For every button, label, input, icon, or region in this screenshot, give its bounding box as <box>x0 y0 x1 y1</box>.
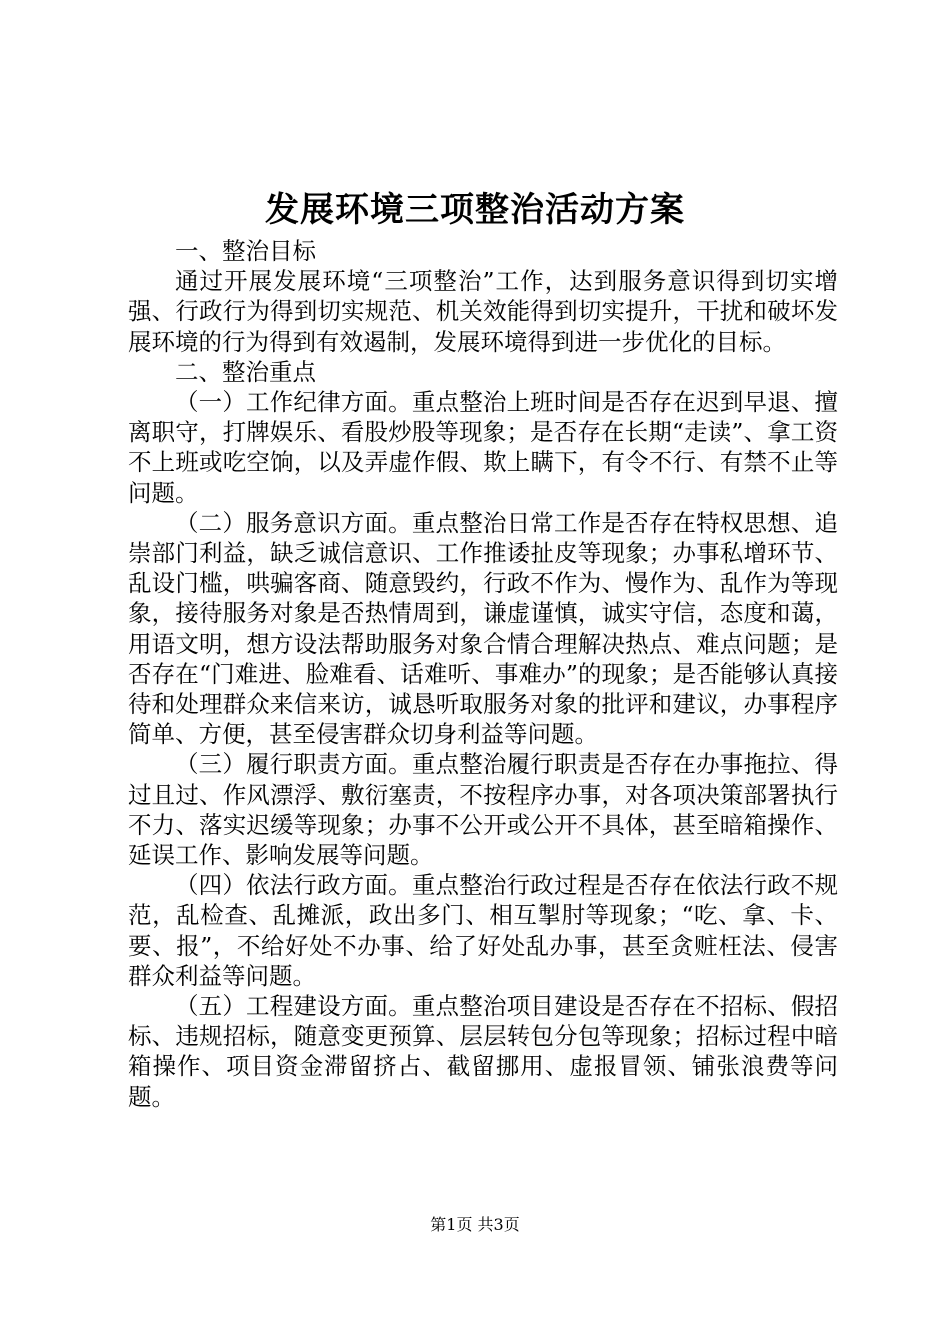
paragraph-goals: 通过开展发展环境“三项整治”工作，达到服务意识得到切实增强、行政行为得到切实规范、机关效能得到切实提升，干扰和破坏发展环境的行为得到有效遏制，发展环境得到进一步优化的目标。 <box>128 267 838 356</box>
paragraph-duty-performance: （三）履行职责方面。重点整治履行职责是否存在办事拖拉、得过且过、作风漂浮、敷衍塞责，不按程序办事，对各项决策部署执行不力、落实迟缓等现象；办事不公开或公开不具体，甚至暗箱操作、延误工作、影响发展等问题。 <box>128 750 838 870</box>
page-number-footer: 第1页 共3页 <box>430 1215 520 1234</box>
paragraph-engineering-construction: （五）工程建设方面。重点整治项目建设是否存在不招标、假招标、违规招标，随意变更预算、层层转包分包等现象；招标过程中暗箱操作、项目资金滞留挤占、截留挪用、虚报冒领、铺张浪费等问题。 <box>128 992 838 1111</box>
document-body <box>128 236 838 1112</box>
document-title: 发展环境三项整治活动方案 <box>265 190 685 230</box>
paragraph-work-discipline: （一）工作纪律方面。重点整治上班时间是否存在迟到早退、擅离职守，打牌娱乐、看股炒股等现象；是否存在长期“走读”、拿工资不上班或吃空饷，以及弄虚作假、欺上瞒下，有令不行、有禁不止等问题。 <box>128 388 838 507</box>
section-heading-focus: 二、整治重点 <box>175 357 316 386</box>
section-heading-goals: 一、整治目标 <box>175 237 316 265</box>
paragraph-service-awareness: （二）服务意识方面。重点整治日常工作是否存在特权思想、追崇部门利益，缺乏诚信意识、工作推诿扯皮等现象；办事私增环节、乱设门槛，哄骗客商、随意毁约，行政不作为、慢作为、乱作为等现象，接待服务对象是否热情周到，谦虚谨慎，诚实守信，态度和蔼，用语文明，想方设法帮助服务对象合情合理解决热点、难点问题；是否存在“门难进、脸难看、话难听、事难办”的现象；是否能够认真接待和处理群众来信来访，诚恳听取服务对象的批评和建议，办事程序简单、方便，甚至侵害群众切身利益等问题。 <box>128 508 838 749</box>
paragraph-lawful-administration: （四）依法行政方面。重点整治行政过程是否存在依法行政不规范，乱检查、乱摊派，政出多门、相互掣肘等现象；“吃、拿、卡、要、报”，不给好处不办事、给了好处乱办事，甚至贪赃枉法、侵害群众利益等问题。 <box>128 871 838 990</box>
